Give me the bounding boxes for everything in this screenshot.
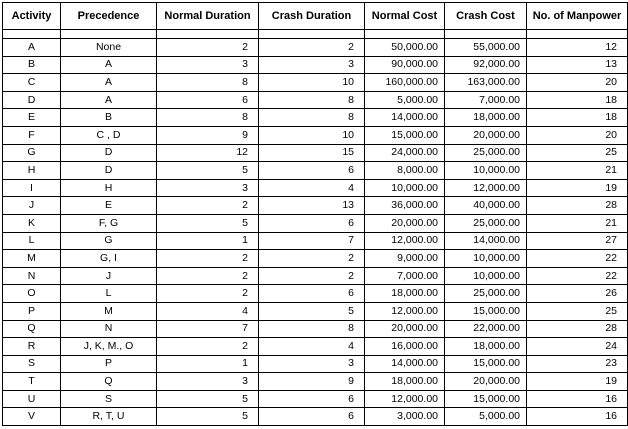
crash-duration-cell: 3 xyxy=(259,56,365,74)
manpower-cell: 12 xyxy=(527,39,628,57)
normal-cost-cell: 9,000.00 xyxy=(365,250,445,268)
precedence-cell: G xyxy=(61,232,157,250)
table-row xyxy=(3,390,628,408)
crash-cost-cell: 12,000.00 xyxy=(445,179,527,197)
normal-duration-cell: 2 xyxy=(157,250,259,268)
normal-duration-cell: 2 xyxy=(157,267,259,285)
crash-cost-cell: 22,000.00 xyxy=(445,320,527,338)
crash-duration-cell: 10 xyxy=(259,126,365,144)
table-row xyxy=(3,214,628,232)
normal-duration-cell: 1 xyxy=(157,232,259,250)
normal-cost-cell: 20,000.00 xyxy=(365,214,445,232)
manpower-cell: 24 xyxy=(527,338,628,356)
crash-duration-cell: 2 xyxy=(259,39,365,57)
activity-cell: M xyxy=(3,250,61,268)
precedence-cell: A xyxy=(61,91,157,109)
crash-cost-cell: 25,000.00 xyxy=(445,214,527,232)
normal-duration-cell: 12 xyxy=(157,144,259,162)
table-body xyxy=(3,30,628,426)
activity-cell: Q xyxy=(3,320,61,338)
normal-duration-cell: 8 xyxy=(157,74,259,92)
manpower-cell: 28 xyxy=(527,197,628,215)
normal-cost-cell: 50,000.00 xyxy=(365,39,445,57)
manpower-cell: 22 xyxy=(527,267,628,285)
spacer-row xyxy=(3,30,628,39)
manpower-cell: 22 xyxy=(527,250,628,268)
manpower-cell: 20 xyxy=(527,74,628,92)
crash-cost-cell: 18,000.00 xyxy=(445,338,527,356)
manpower-cell: 21 xyxy=(527,214,628,232)
activity-table xyxy=(2,2,628,426)
precedence-cell: G, I xyxy=(61,250,157,268)
crash-duration-cell: 8 xyxy=(259,109,365,127)
header-crash-cost: Crash Cost xyxy=(445,3,527,30)
table-row xyxy=(3,320,628,338)
precedence-cell: B xyxy=(61,109,157,127)
crash-cost-cell: 18,000.00 xyxy=(445,109,527,127)
crash-duration-cell: 8 xyxy=(259,91,365,109)
crash-duration-cell: 9 xyxy=(259,373,365,391)
crash-cost-cell: 92,000.00 xyxy=(445,56,527,74)
activity-cell: C xyxy=(3,74,61,92)
crash-cost-cell: 5,000.00 xyxy=(445,408,527,426)
precedence-cell: J, K, M., O xyxy=(61,338,157,356)
manpower-cell: 19 xyxy=(527,373,628,391)
manpower-cell: 16 xyxy=(527,390,628,408)
normal-duration-cell: 2 xyxy=(157,285,259,303)
precedence-cell: R, T, U xyxy=(61,408,157,426)
manpower-cell: 18 xyxy=(527,91,628,109)
normal-cost-cell: 10,000.00 xyxy=(365,179,445,197)
normal-cost-cell: 5,000.00 xyxy=(365,91,445,109)
manpower-cell: 26 xyxy=(527,285,628,303)
manpower-cell: 28 xyxy=(527,320,628,338)
crash-duration-cell: 4 xyxy=(259,338,365,356)
activity-cell: D xyxy=(3,91,61,109)
activity-cell: A xyxy=(3,39,61,57)
header-normal-duration: Normal Duration xyxy=(157,3,259,30)
activity-cell: U xyxy=(3,390,61,408)
precedence-cell: A xyxy=(61,56,157,74)
table-row xyxy=(3,126,628,144)
header-precedence: Precedence xyxy=(61,3,157,30)
crash-cost-cell: 15,000.00 xyxy=(445,302,527,320)
crash-cost-cell: 163,000.00 xyxy=(445,74,527,92)
table-row xyxy=(3,338,628,356)
activity-cell: T xyxy=(3,373,61,391)
crash-cost-cell: 15,000.00 xyxy=(445,390,527,408)
table-row xyxy=(3,267,628,285)
table-row xyxy=(3,408,628,426)
crash-duration-cell: 2 xyxy=(259,250,365,268)
activity-cell: S xyxy=(3,355,61,373)
normal-cost-cell: 24,000.00 xyxy=(365,144,445,162)
table-row xyxy=(3,373,628,391)
normal-duration-cell: 2 xyxy=(157,338,259,356)
header-activity: Activity xyxy=(3,3,61,30)
precedence-cell: C , D xyxy=(61,126,157,144)
activity-cell: L xyxy=(3,232,61,250)
normal-cost-cell: 12,000.00 xyxy=(365,232,445,250)
table-row xyxy=(3,302,628,320)
table-row xyxy=(3,91,628,109)
crash-duration-cell: 6 xyxy=(259,214,365,232)
normal-duration-cell: 2 xyxy=(157,39,259,57)
normal-duration-cell: 6 xyxy=(157,91,259,109)
normal-duration-cell: 5 xyxy=(157,162,259,180)
manpower-cell: 19 xyxy=(527,179,628,197)
crash-duration-cell: 13 xyxy=(259,197,365,215)
precedence-cell: N xyxy=(61,320,157,338)
normal-cost-cell: 36,000.00 xyxy=(365,197,445,215)
crash-cost-cell: 10,000.00 xyxy=(445,250,527,268)
normal-duration-cell: 3 xyxy=(157,179,259,197)
table-row xyxy=(3,285,628,303)
manpower-cell: 23 xyxy=(527,355,628,373)
precedence-cell: H xyxy=(61,179,157,197)
activity-cell: G xyxy=(3,144,61,162)
table-row xyxy=(3,197,628,215)
crash-cost-cell: 25,000.00 xyxy=(445,144,527,162)
normal-cost-cell: 160,000.00 xyxy=(365,74,445,92)
precedence-cell: D xyxy=(61,144,157,162)
activity-cell: V xyxy=(3,408,61,426)
manpower-cell: 27 xyxy=(527,232,628,250)
normal-cost-cell: 12,000.00 xyxy=(365,390,445,408)
table-row xyxy=(3,179,628,197)
precedence-cell: E xyxy=(61,197,157,215)
table-row xyxy=(3,109,628,127)
crash-duration-cell: 6 xyxy=(259,408,365,426)
header-manpower: No. of Manpower xyxy=(527,3,628,30)
precedence-cell: J xyxy=(61,267,157,285)
crash-duration-cell: 6 xyxy=(259,390,365,408)
crash-cost-cell: 7,000.00 xyxy=(445,91,527,109)
crash-duration-cell: 3 xyxy=(259,355,365,373)
crash-cost-cell: 10,000.00 xyxy=(445,162,527,180)
crash-cost-cell: 20,000.00 xyxy=(445,126,527,144)
activity-cell: K xyxy=(3,214,61,232)
normal-duration-cell: 4 xyxy=(157,302,259,320)
table-row xyxy=(3,39,628,57)
normal-duration-cell: 5 xyxy=(157,214,259,232)
normal-cost-cell: 12,000.00 xyxy=(365,302,445,320)
normal-cost-cell: 15,000.00 xyxy=(365,126,445,144)
crash-duration-cell: 4 xyxy=(259,179,365,197)
normal-cost-cell: 3,000.00 xyxy=(365,408,445,426)
table-row xyxy=(3,56,628,74)
table-row xyxy=(3,355,628,373)
normal-duration-cell: 3 xyxy=(157,56,259,74)
manpower-cell: 16 xyxy=(527,408,628,426)
activity-cell: I xyxy=(3,179,61,197)
precedence-cell: L xyxy=(61,285,157,303)
activity-cell: J xyxy=(3,197,61,215)
crash-cost-cell: 14,000.00 xyxy=(445,232,527,250)
precedence-cell: Q xyxy=(61,373,157,391)
manpower-cell: 21 xyxy=(527,162,628,180)
table-row xyxy=(3,250,628,268)
normal-cost-cell: 90,000.00 xyxy=(365,56,445,74)
activity-cell: O xyxy=(3,285,61,303)
precedence-cell: F, G xyxy=(61,214,157,232)
precedence-cell: D xyxy=(61,162,157,180)
crash-cost-cell: 20,000.00 xyxy=(445,373,527,391)
normal-duration-cell: 2 xyxy=(157,197,259,215)
table-row xyxy=(3,162,628,180)
precedence-cell: A xyxy=(61,74,157,92)
precedence-cell: P xyxy=(61,355,157,373)
precedence-cell: M xyxy=(61,302,157,320)
crash-cost-cell: 25,000.00 xyxy=(445,285,527,303)
crash-cost-cell: 55,000.00 xyxy=(445,39,527,57)
crash-duration-cell: 2 xyxy=(259,267,365,285)
crash-cost-cell: 15,000.00 xyxy=(445,355,527,373)
normal-cost-cell: 20,000.00 xyxy=(365,320,445,338)
header-row xyxy=(3,3,628,30)
normal-duration-cell: 1 xyxy=(157,355,259,373)
crash-duration-cell: 6 xyxy=(259,285,365,303)
activity-cell: H xyxy=(3,162,61,180)
precedence-cell: S xyxy=(61,390,157,408)
normal-duration-cell: 3 xyxy=(157,373,259,391)
table-row xyxy=(3,144,628,162)
table-row xyxy=(3,74,628,92)
activity-cell: E xyxy=(3,109,61,127)
normal-cost-cell: 8,000.00 xyxy=(365,162,445,180)
crash-duration-cell: 6 xyxy=(259,162,365,180)
activity-cell: B xyxy=(3,56,61,74)
normal-duration-cell: 9 xyxy=(157,126,259,144)
manpower-cell: 25 xyxy=(527,144,628,162)
header-crash-duration: Crash Duration xyxy=(259,3,365,30)
normal-cost-cell: 14,000.00 xyxy=(365,355,445,373)
precedence-cell: None xyxy=(61,39,157,57)
activity-cell: N xyxy=(3,267,61,285)
manpower-cell: 18 xyxy=(527,109,628,127)
normal-duration-cell: 5 xyxy=(157,408,259,426)
crash-duration-cell: 10 xyxy=(259,74,365,92)
crash-cost-cell: 40,000.00 xyxy=(445,197,527,215)
normal-duration-cell: 5 xyxy=(157,390,259,408)
manpower-cell: 13 xyxy=(527,56,628,74)
crash-duration-cell: 8 xyxy=(259,320,365,338)
activity-cell: F xyxy=(3,126,61,144)
normal-cost-cell: 14,000.00 xyxy=(365,109,445,127)
normal-duration-cell: 7 xyxy=(157,320,259,338)
normal-duration-cell: 8 xyxy=(157,109,259,127)
crash-duration-cell: 15 xyxy=(259,144,365,162)
normal-cost-cell: 18,000.00 xyxy=(365,285,445,303)
activity-cell: R xyxy=(3,338,61,356)
normal-cost-cell: 18,000.00 xyxy=(365,373,445,391)
crash-duration-cell: 7 xyxy=(259,232,365,250)
table-row xyxy=(3,232,628,250)
activity-cell: P xyxy=(3,302,61,320)
normal-cost-cell: 16,000.00 xyxy=(365,338,445,356)
header-normal-cost: Normal Cost xyxy=(365,3,445,30)
manpower-cell: 20 xyxy=(527,126,628,144)
normal-cost-cell: 7,000.00 xyxy=(365,267,445,285)
manpower-cell: 25 xyxy=(527,302,628,320)
crash-duration-cell: 5 xyxy=(259,302,365,320)
crash-cost-cell: 10,000.00 xyxy=(445,267,527,285)
